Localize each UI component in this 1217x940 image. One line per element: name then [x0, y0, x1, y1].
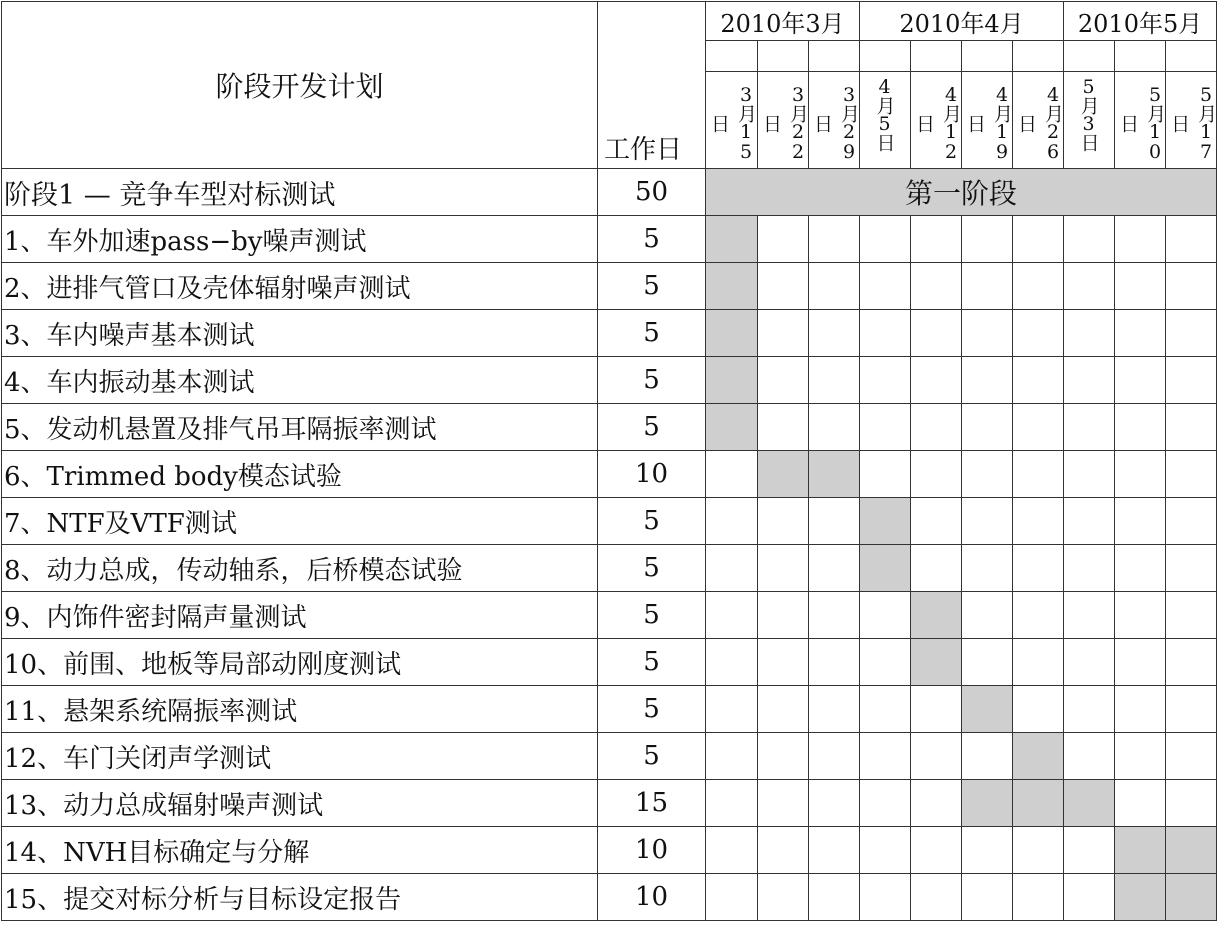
gantt-empty-cell	[1064, 451, 1115, 498]
task-name: 14、NVH目标确定与分解	[2, 827, 598, 874]
gantt-empty-cell	[911, 263, 962, 310]
gantt-empty-cell	[1115, 545, 1166, 592]
gantt-empty-cell	[809, 592, 860, 639]
gantt-empty-cell	[860, 639, 911, 686]
gantt-empty-cell	[809, 498, 860, 545]
gantt-empty-cell	[1166, 404, 1217, 451]
gantt-empty-cell	[962, 827, 1013, 874]
task-days: 5	[598, 357, 706, 404]
gantt-empty-cell	[860, 592, 911, 639]
task-name: 12、车门关闭声学测试	[2, 733, 598, 780]
gantt-empty-cell	[911, 310, 962, 357]
gantt-empty-cell	[1064, 545, 1115, 592]
gantt-empty-cell	[962, 545, 1013, 592]
gantt-empty-cell	[809, 357, 860, 404]
gantt-empty-cell	[1013, 404, 1064, 451]
task-row	[2, 404, 1217, 451]
gantt-empty-cell	[860, 310, 911, 357]
gantt-empty-cell	[1115, 780, 1166, 827]
gantt-bar-cell	[860, 498, 911, 545]
week-header: 3月22日	[758, 72, 809, 169]
week-header: 3月29日	[809, 72, 860, 169]
week-header: 5月17日	[1166, 72, 1217, 169]
gantt-empty-cell	[1013, 310, 1064, 357]
table-title: 阶段开发计划	[2, 2, 598, 169]
gantt-bar-cell	[809, 451, 860, 498]
gantt-empty-cell	[1064, 404, 1115, 451]
gantt-empty-cell	[962, 874, 1013, 921]
gantt-empty-cell	[809, 686, 860, 733]
week-header: 3月15日	[706, 72, 758, 169]
gantt-empty-cell	[1115, 686, 1166, 733]
gantt-empty-cell	[1013, 545, 1064, 592]
task-row	[2, 310, 1217, 357]
gantt-empty-cell	[911, 686, 962, 733]
week-header: 5月10日	[1115, 72, 1166, 169]
gantt-empty-cell	[1166, 216, 1217, 263]
gantt-empty-cell	[1064, 357, 1115, 404]
task-name: 7、NTF及VTF测试	[2, 498, 598, 545]
task-days: 5	[598, 498, 706, 545]
gantt-empty-cell	[758, 404, 809, 451]
gantt-empty-cell	[809, 780, 860, 827]
gantt-bar-cell	[706, 216, 758, 263]
gantt-empty-cell	[758, 733, 809, 780]
gantt-empty-cell	[911, 357, 962, 404]
gantt-empty-cell	[1166, 592, 1217, 639]
gantt-empty-cell	[962, 451, 1013, 498]
task-days: 5	[598, 733, 706, 780]
gantt-empty-cell	[758, 310, 809, 357]
task-days: 10	[598, 827, 706, 874]
task-row	[2, 451, 1217, 498]
week-header: 5月3日	[1064, 72, 1115, 169]
gantt-empty-cell	[1064, 874, 1115, 921]
gantt-empty-cell	[860, 827, 911, 874]
gantt-empty-cell	[860, 451, 911, 498]
gantt-empty-cell	[962, 639, 1013, 686]
task-name: 15、提交对标分析与目标设定报告	[2, 874, 598, 921]
gantt-empty-cell	[1115, 357, 1166, 404]
gantt-bar-cell	[1166, 827, 1217, 874]
task-row	[2, 216, 1217, 263]
month-header: 2010年3月	[706, 2, 860, 41]
gantt-empty-cell	[1064, 592, 1115, 639]
task-days: 5	[598, 686, 706, 733]
gantt-empty-cell	[758, 592, 809, 639]
gantt-bar-cell	[911, 639, 962, 686]
task-name: 1、车外加速pass−by噪声测试	[2, 216, 598, 263]
task-days: 15	[598, 780, 706, 827]
gantt-empty-cell	[706, 780, 758, 827]
task-row	[2, 780, 1217, 827]
gantt-empty-cell	[809, 263, 860, 310]
gantt-bar-cell	[1115, 874, 1166, 921]
gantt-empty-cell	[1166, 780, 1217, 827]
gantt-empty-cell	[809, 404, 860, 451]
month-header-row	[2, 2, 1217, 41]
gantt-empty-cell	[911, 451, 962, 498]
task-name: 2、进排气管口及壳体辐射噪声测试	[2, 263, 598, 310]
task-days: 5	[598, 310, 706, 357]
task-row	[2, 686, 1217, 733]
gantt-bar-cell	[1115, 827, 1166, 874]
gantt-empty-cell	[1166, 545, 1217, 592]
gantt-empty-cell	[962, 216, 1013, 263]
gantt-empty-cell	[1115, 733, 1166, 780]
gantt-empty-cell	[1064, 498, 1115, 545]
task-days: 5	[598, 404, 706, 451]
task-name: 9、内饰件密封隔声量测试	[2, 592, 598, 639]
gantt-empty-cell	[911, 404, 962, 451]
gantt-empty-cell	[758, 498, 809, 545]
task-row	[2, 545, 1217, 592]
gantt-empty-cell	[1013, 592, 1064, 639]
month-header: 2010年4月	[860, 2, 1064, 41]
gantt-empty-cell	[706, 733, 758, 780]
task-row	[2, 639, 1217, 686]
gantt-empty-cell	[706, 545, 758, 592]
workdays-header: 工作日	[598, 2, 706, 169]
gantt-empty-cell	[809, 639, 860, 686]
week-header: 4月26日	[1013, 72, 1064, 169]
gantt-empty-cell	[1166, 451, 1217, 498]
gantt-empty-cell	[758, 686, 809, 733]
gantt-empty-cell	[911, 780, 962, 827]
gantt-empty-cell	[860, 733, 911, 780]
task-name: 13、动力总成辐射噪声测试	[2, 780, 598, 827]
task-name: 4、车内振动基本测试	[2, 357, 598, 404]
gantt-empty-cell	[1115, 451, 1166, 498]
gantt-empty-cell	[1166, 310, 1217, 357]
gantt-empty-cell	[1115, 498, 1166, 545]
task-row	[2, 874, 1217, 921]
task-row	[2, 592, 1217, 639]
gantt-empty-cell	[1013, 451, 1064, 498]
task-days: 5	[598, 216, 706, 263]
task-days: 5	[598, 639, 706, 686]
task-days: 5	[598, 545, 706, 592]
gantt-bar-cell	[1166, 874, 1217, 921]
phase-bar: 第一阶段	[706, 169, 1217, 216]
gantt-empty-cell	[962, 498, 1013, 545]
gantt-empty-cell	[911, 874, 962, 921]
task-name: 8、动力总成，传动轴系，后桥模态试验	[2, 545, 598, 592]
gantt-empty-cell	[911, 827, 962, 874]
gantt-bar-cell	[911, 592, 962, 639]
gantt-empty-cell	[962, 357, 1013, 404]
task-name: 3、车内噪声基本测试	[2, 310, 598, 357]
gantt-empty-cell	[1115, 639, 1166, 686]
gantt-empty-cell	[1064, 733, 1115, 780]
gantt-empty-cell	[1166, 357, 1217, 404]
task-days: 5	[598, 263, 706, 310]
gantt-empty-cell	[1115, 216, 1166, 263]
gantt-empty-cell	[1166, 263, 1217, 310]
week-header: 4月12日	[911, 72, 962, 169]
gantt-empty-cell	[1166, 498, 1217, 545]
gantt-empty-cell	[1064, 310, 1115, 357]
gantt-empty-cell	[1064, 827, 1115, 874]
gantt-empty-cell	[758, 545, 809, 592]
gantt-table	[1, 1, 1217, 921]
gantt-empty-cell	[706, 874, 758, 921]
gantt-empty-cell	[911, 498, 962, 545]
task-days: 10	[598, 874, 706, 921]
gantt-empty-cell	[860, 357, 911, 404]
task-days: 5	[598, 592, 706, 639]
month-header: 2010年5月	[1064, 2, 1217, 41]
gantt-empty-cell	[758, 639, 809, 686]
task-row	[2, 263, 1217, 310]
week-header: 4月5日	[860, 72, 911, 169]
gantt-bar-cell	[1013, 780, 1064, 827]
phase-name: 阶段1 — 竞争车型对标测试	[2, 169, 598, 216]
gantt-empty-cell	[706, 639, 758, 686]
task-name: 5、发动机悬置及排气吊耳隔振率测试	[2, 404, 598, 451]
gantt-bar-cell	[706, 357, 758, 404]
task-name: 10、前围、地板等局部动刚度测试	[2, 639, 598, 686]
gantt-empty-cell	[1115, 310, 1166, 357]
gantt-bar-cell	[706, 263, 758, 310]
gantt-empty-cell	[758, 263, 809, 310]
gantt-bar-cell	[962, 780, 1013, 827]
gantt-bar-cell	[1064, 780, 1115, 827]
task-row	[2, 733, 1217, 780]
gantt-empty-cell	[1013, 827, 1064, 874]
gantt-empty-cell	[860, 686, 911, 733]
phase-row	[2, 169, 1217, 216]
gantt-empty-cell	[706, 451, 758, 498]
gantt-empty-cell	[962, 733, 1013, 780]
gantt-bar-cell	[758, 451, 809, 498]
task-name: 11、悬架系统隔振率测试	[2, 686, 598, 733]
gantt-empty-cell	[1115, 404, 1166, 451]
gantt-empty-cell	[706, 686, 758, 733]
gantt-empty-cell	[1166, 639, 1217, 686]
task-row	[2, 357, 1217, 404]
gantt-empty-cell	[1115, 592, 1166, 639]
gantt-empty-cell	[1013, 263, 1064, 310]
gantt-empty-cell	[809, 216, 860, 263]
gantt-empty-cell	[962, 310, 1013, 357]
gantt-empty-cell	[1064, 639, 1115, 686]
gantt-bar-cell	[860, 545, 911, 592]
gantt-empty-cell	[962, 404, 1013, 451]
gantt-empty-cell	[1013, 639, 1064, 686]
gantt-empty-cell	[1166, 686, 1217, 733]
gantt-empty-cell	[809, 874, 860, 921]
gantt-empty-cell	[911, 733, 962, 780]
gantt-empty-cell	[706, 498, 758, 545]
gantt-empty-cell	[860, 263, 911, 310]
gantt-empty-cell	[1013, 216, 1064, 263]
gantt-empty-cell	[758, 780, 809, 827]
gantt-empty-cell	[1013, 874, 1064, 921]
task-name: 6、Trimmed body模态试验	[2, 451, 598, 498]
gantt-empty-cell	[758, 874, 809, 921]
task-row	[2, 827, 1217, 874]
gantt-empty-cell	[809, 733, 860, 780]
gantt-empty-cell	[809, 827, 860, 874]
gantt-empty-cell	[860, 404, 911, 451]
gantt-empty-cell	[706, 592, 758, 639]
task-days: 10	[598, 451, 706, 498]
task-row	[2, 498, 1217, 545]
gantt-empty-cell	[1013, 498, 1064, 545]
gantt-empty-cell	[860, 874, 911, 921]
week-header: 4月19日	[962, 72, 1013, 169]
gantt-empty-cell	[1166, 733, 1217, 780]
gantt-empty-cell	[1064, 686, 1115, 733]
gantt-empty-cell	[1064, 263, 1115, 310]
gantt-empty-cell	[1064, 216, 1115, 263]
gantt-empty-cell	[962, 592, 1013, 639]
phase-days: 50	[598, 169, 706, 216]
gantt-empty-cell	[860, 780, 911, 827]
gantt-empty-cell	[706, 827, 758, 874]
gantt-empty-cell	[1115, 263, 1166, 310]
gantt-bar-cell	[1013, 733, 1064, 780]
gantt-empty-cell	[911, 216, 962, 263]
gantt-empty-cell	[809, 545, 860, 592]
gantt-empty-cell	[1013, 686, 1064, 733]
gantt-empty-cell	[809, 310, 860, 357]
gantt-bar-cell	[962, 686, 1013, 733]
gantt-empty-cell	[758, 357, 809, 404]
gantt-bar-cell	[706, 404, 758, 451]
gantt-empty-cell	[962, 263, 1013, 310]
gantt-bar-cell	[706, 310, 758, 357]
gantt-empty-cell	[860, 216, 911, 263]
gantt-empty-cell	[758, 827, 809, 874]
gantt-empty-cell	[911, 545, 962, 592]
gantt-empty-cell	[758, 216, 809, 263]
gantt-empty-cell	[1013, 357, 1064, 404]
